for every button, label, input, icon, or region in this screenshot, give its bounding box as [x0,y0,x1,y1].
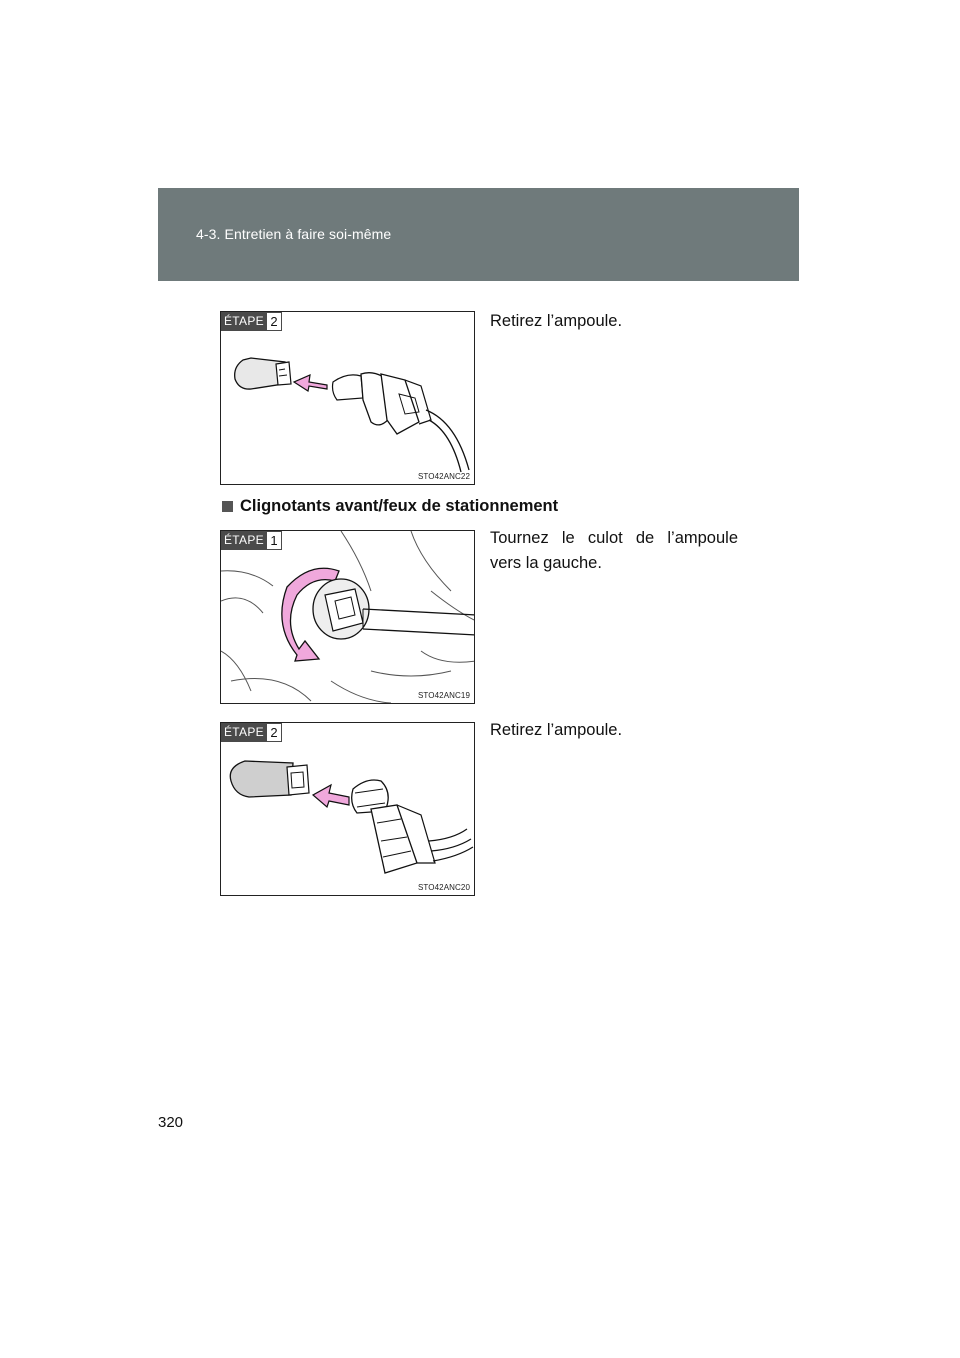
figure-code: STO42ANC19 [418,691,470,700]
instruction-turn-socket: Tournez le culot de l’ampoule vers la gauche. [490,529,738,572]
step-number: 2 [267,723,282,742]
step-number: 1 [267,531,282,550]
section-title: 4-3. Entretien à faire soi-même [196,226,392,242]
figure-remove-bulb-2 [220,722,475,896]
bulb-removal-illustration-icon [221,723,475,896]
step-badge [221,531,282,550]
step-label: ÉTAPE [221,531,267,550]
figure-turn-socket [220,530,475,704]
section-heading-text: Clignotants avant/feux de stationnement [240,497,559,515]
page-header [158,188,799,281]
bulb-socket-rotation-illustration-icon [221,531,475,704]
figure-remove-bulb-1 [220,311,475,485]
step-label: ÉTAPE [221,312,267,331]
figure-code: STO42ANC20 [418,883,470,892]
square-bullet-icon [222,501,233,512]
step-label: ÉTAPE [221,723,267,742]
step-number: 2 [267,312,282,331]
instruction-remove-bulb-1: Retirez l’ampoule. [490,312,623,330]
step-badge [221,723,282,742]
step-badge [221,312,282,331]
section-heading [222,497,558,516]
instruction-remove-bulb-2: Retirez l’ampoule. [490,721,623,739]
figure-code: STO42ANC22 [418,472,470,481]
bulb-removal-illustration-icon [221,312,475,485]
page-number: 320 [158,1114,184,1131]
